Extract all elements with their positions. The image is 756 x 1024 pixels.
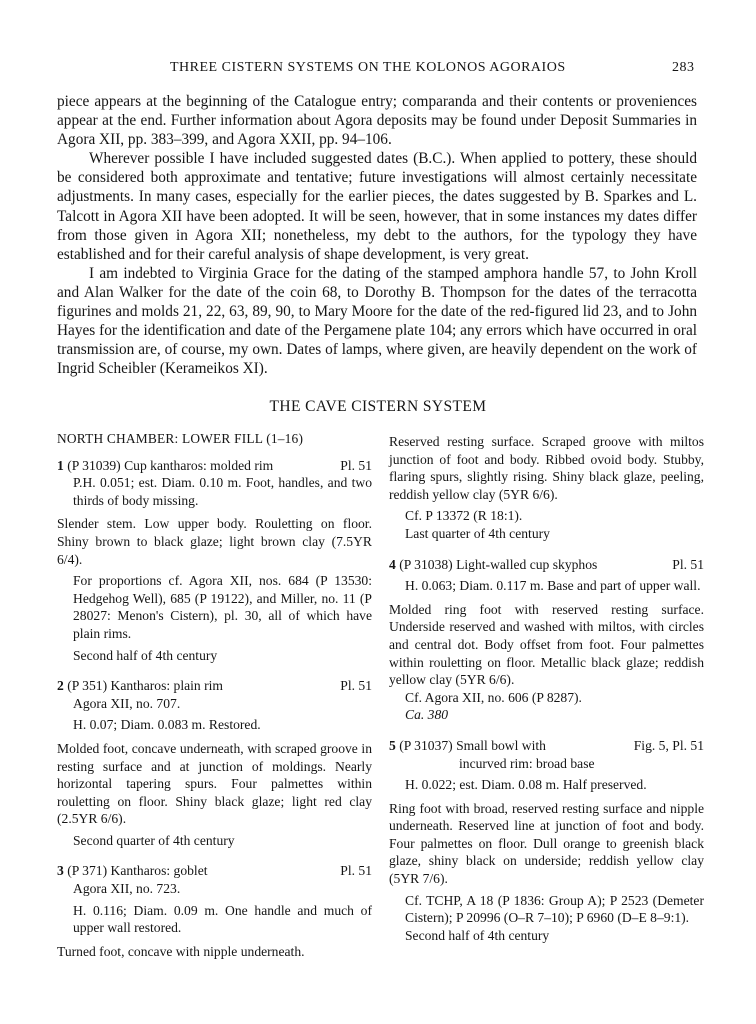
- entry-date: Ca. 380: [405, 707, 449, 723]
- intro-paragraph-1: piece appears at the beginning of the Catalogue entry; comparanda and their contents or proveniences appear at the end. Further information about Agora deposits may be found under Deposit Summaries in Agora XII, pp. 383–399, and Agora XXII, pp. 94–106.: [57, 93, 697, 149]
- running-head-title: THREE CISTERN SYSTEMS ON THE KOLONOS AGORAIOS: [170, 60, 566, 75]
- catalogue-entry-1: [57, 457, 372, 665]
- catalogue-entry-3-continued: [389, 433, 704, 543]
- entry-number: 3: [57, 863, 64, 879]
- entry-dimensions: H. 0.07; Diam. 0.083 m. Restored.: [73, 717, 261, 733]
- section-heading: THE CAVE CISTERN SYSTEM: [269, 398, 487, 415]
- entry-dimensions: H. 0.063; Diam. 0.117 m. Base and part of upper wall.: [405, 578, 701, 594]
- catalogue-entry-4: [389, 556, 704, 724]
- entry-comparanda: Cf. P 13372 (R 18:1).: [405, 508, 523, 524]
- entry-dimensions: H. 0.022; est. Diam. 0.08 m. Half preserved.: [405, 777, 647, 793]
- entry-comparanda: Cf. Agora XII, no. 606 (P 8287).: [405, 689, 582, 705]
- entry-heading-continued: incurved rim: broad base: [459, 755, 595, 771]
- catalogue-right-column: [389, 433, 704, 944]
- intro-text: [57, 92, 697, 378]
- figure-plate-ref: Fig. 5, Pl. 51: [633, 737, 704, 753]
- entry-dimensions: P.H. 0.051; est. Diam. 0.10 m. Foot, handles, and two thirds of body missing.: [73, 475, 372, 508]
- entry-description: Ring foot with broad, reserved resting surface and nipple underneath. Reserved line at junction of foot and body. Four palmettes on floor. Dull orange to greenish black glaze, shiny black on underside; reddish yellow clay (5YR 7/6).: [389, 800, 704, 887]
- entry-date: Last quarter of 4th century: [405, 525, 550, 541]
- plate-ref: Pl. 51: [340, 678, 372, 694]
- entry-number: 4: [389, 556, 396, 572]
- catalogue-entry-3: [57, 862, 372, 960]
- catalogue-left-column: [57, 430, 372, 960]
- entry-description: Reserved resting surface. Scraped groove with miltos junction of foot and body. Ribbed ovoid body. Stubby, flaring spurs, slightly rising. Shiny black glaze, peeling, reddish yellow clay (5YR 6/6).: [389, 434, 704, 502]
- catalogue-entry-2: [57, 677, 372, 849]
- entry-date: Second quarter of 4th century: [73, 832, 235, 848]
- entry-date: Second half of 4th century: [73, 647, 218, 663]
- entry-heading: (P 31038) Light-walled cup skyphos: [399, 556, 598, 572]
- plate-ref: Pl. 51: [340, 457, 372, 473]
- entry-heading: (P 351) Kantharos: plain rim: [67, 678, 224, 694]
- entry-dimensions: H. 0.116; Diam. 0.09 m. One handle and much of upper wall restored.: [73, 902, 372, 936]
- entry-description: Slender stem. Low upper body. Rouletting on floor. Shiny brown to black glaze; light brown clay (7.5YR 6/4).: [57, 516, 372, 567]
- entry-comparanda: Cf. TCHP, A 18 (P 1836: Group A); P 2523 (Demeter Cistern); P 20996 (O–R 7–10); P 6960 (D–E 8–9:1).: [405, 892, 704, 926]
- entry-description: Molded foot, concave underneath, with scraped groove in resting surface and at junction of moldings. Nearly horizontal tapering spurs. Four palmettes within rouletting on floor. Shiny black glaze; light red clay (2.5YR 6/6).: [57, 740, 372, 827]
- entry-description: Molded ring foot with reserved resting surface. Underside reserved and washed with miltos, with circles and central dot. Body offset from foot. Four palmettes within rouletting on floor. Metallic black glaze; reddish yellow clay (5YR 6/6).: [389, 601, 704, 688]
- entry-date: Second half of 4th century: [405, 927, 550, 943]
- plate-ref: Pl. 51: [340, 863, 372, 879]
- entry-heading: (P 31039) Cup kantharos: molded rim: [67, 457, 274, 473]
- entry-heading: (P 31037) Small bowl with: [399, 737, 546, 753]
- intro-paragraph-3: I am indebted to Virginia Grace for the dating of the stamped amphora handle 57, to John Kroll and Alan Walker for the date of the coin 68, to Dorothy B. Thompson for the dates of the terracotta figurines and molds 21, 22, 63, 89, 90, to Mary Moore for the date of the red-figured lid 23, and to John Hayes for the identification and date of the Pergamene plate 104; any errors which have occurred in oral transmission are, of course, my own. Dates of lamps, where given, are heavily dependent on the work of Ingrid Scheibler (Kerameikos XI).: [57, 264, 697, 378]
- entry-description: Turned foot, concave with nipple underneath.: [57, 943, 305, 959]
- plate-ref: Pl. 51: [672, 556, 704, 572]
- entry-number: 1: [57, 457, 64, 473]
- entry-heading: (P 371) Kantharos: goblet: [67, 863, 208, 879]
- entry-number: 2: [57, 678, 64, 694]
- page-number: 283: [672, 60, 695, 75]
- entry-comparanda: For proportions cf. Agora XII, nos. 684 (P 13530: Hedgehog Well), 685 (P 19122), and Miller, no. 11 (P 28027: Menon's Cistern), pl. 30, all of which have plain rims.: [73, 573, 372, 641]
- entry-publication: Agora XII, no. 723.: [73, 881, 181, 897]
- catalogue-entry-5: [389, 737, 704, 945]
- entry-number: 5: [389, 737, 396, 753]
- intro-paragraph-2: Wherever possible I have included suggested dates (B.C.). When applied to pottery, these should be considered both approximate and tentative; future investigations will almost certainly necessitate adjustments. In many cases, especially for the earlier pieces, the dates suggested by B. Sparkes and L. Talcott in Agora XII have been adopted. It will be seen, however, that in some instances my dates differ from those given in Agora XII; nonetheless, my debt to the authors, for the typology they have established and for their careful analysis of shape development, is very great.: [57, 150, 697, 263]
- entry-publication: Agora XII, no. 707.: [73, 695, 181, 711]
- subsection-heading: NORTH CHAMBER: LOWER FILL (1–16): [57, 431, 304, 446]
